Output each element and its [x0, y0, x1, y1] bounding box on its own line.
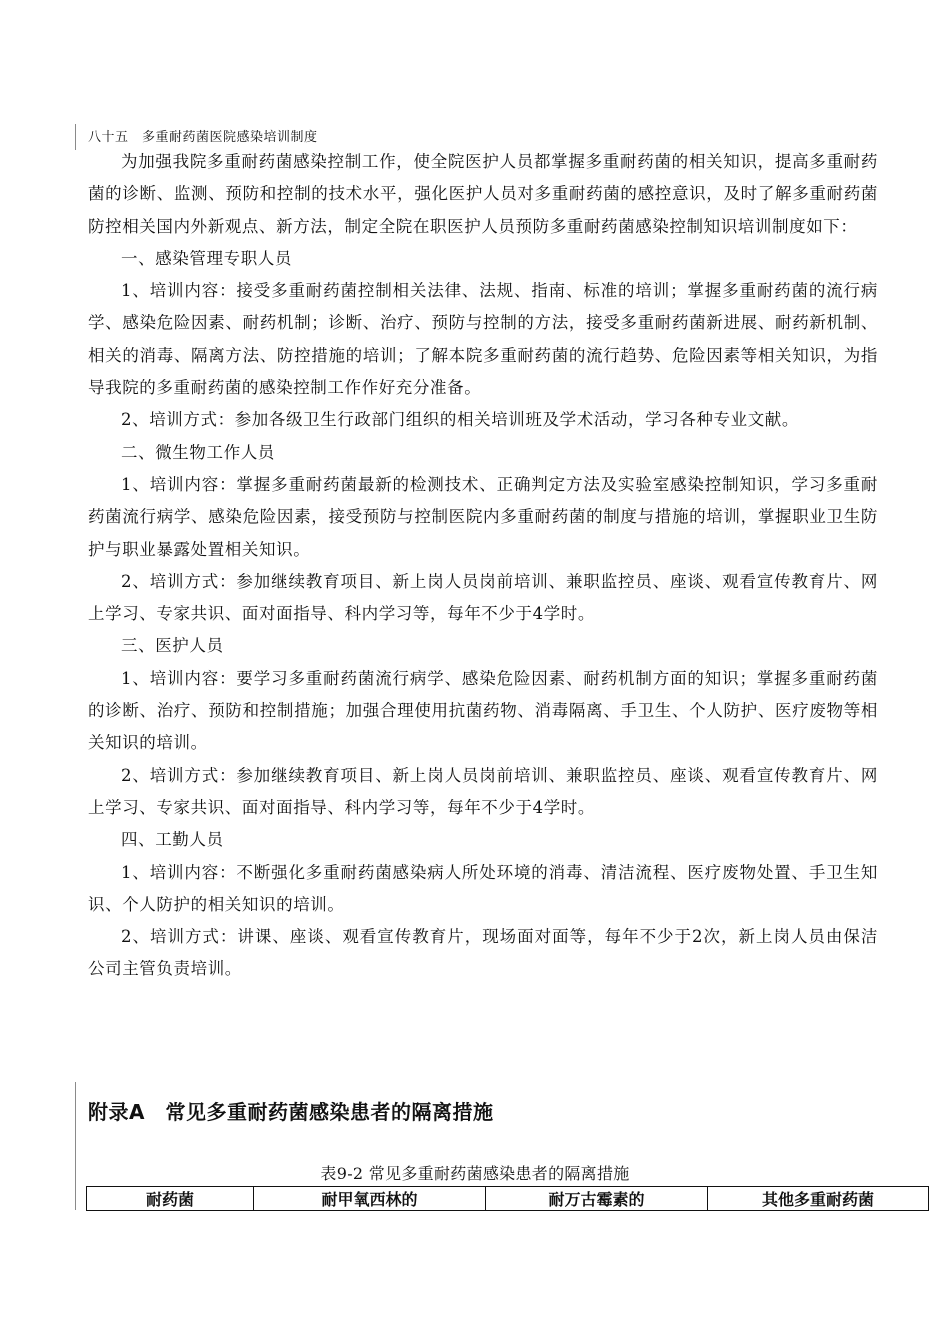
- paragraph-microbiology-method: 2、培训方式：参加继续教育项目、新上岗人员岗前培训、兼职监控员、座谈、观看宣传教育片、网上学习、专家共识、面对面指导、科内学习等，每年不少于4学时。: [88, 571, 878, 624]
- isolation-table: [86, 1186, 929, 1211]
- header-vre: 耐万古霉素的: [486, 1187, 708, 1211]
- paragraph-support-method: 2、培训方式：讲课、座谈、观看宣传教育片，现场面对面等，每年不少于2次，新上岗人员由保洁公司主管负责培训。: [88, 927, 878, 979]
- heading-support-staff: 四、工勤人员: [121, 830, 224, 850]
- margin-mark-appendix: [75, 1082, 76, 1210]
- margin-mark-top: [75, 124, 76, 150]
- paragraph-infection-method: 2、培训方式：参加各级卫生行政部门组织的相关培训班及学术活动，学习各种专业文献。: [121, 410, 799, 430]
- body-text: [88, 146, 878, 986]
- header-resistant-bacteria: 耐药菌: [87, 1187, 254, 1211]
- paragraph-support-content: 1、培训内容：不断强化多重耐药菌感染病人所处环境的消毒、清洁流程、医疗废物处置、手卫生知识、个人防护的相关知识的培训。: [88, 862, 878, 914]
- paragraph-medical-content: 1、培训内容：要学习多重耐药菌流行病学、感染危险因素、耐药机制方面的知识；掌握多重耐药菌的诊断、治疗、预防和控制措施；加强合理使用抗菌药物、消毒隔离、手卫生、个人防护、医疗废物等相关知识的培训。: [88, 668, 878, 753]
- header-other-mdro: 其他多重耐药菌: [708, 1187, 929, 1211]
- heading-medical-staff: 三、医护人员: [121, 636, 224, 656]
- header-mrsa: 耐甲氧西林的: [254, 1187, 486, 1211]
- paragraph-medical-method: 2、培训方式：参加继续教育项目、新上岗人员岗前培训、兼职监控员、座谈、观看宣传教育片、网上学习、专家共识、面对面指导、科内学习等，每年不少于4学时。: [88, 765, 878, 817]
- heading-microbiology-staff: 二、微生物工作人员: [121, 442, 275, 462]
- table-header-row: [87, 1187, 929, 1211]
- appendix-title: 附录A 常见多重耐药菌感染患者的隔离措施: [88, 1100, 494, 1124]
- table-caption: 表9-2 常见多重耐药菌感染患者的隔离措施: [320, 1164, 630, 1183]
- heading-infection-staff: 一、感染管理专职人员: [121, 248, 292, 268]
- paragraph-infection-content: 1、培训内容：接受多重耐药菌控制相关法律、法规、指南、标准的培训；掌握多重耐药菌的流行病学、感染危险因素、耐药机制；诊断、治疗、预防与控制的方法，接受多重耐药菌新进展、耐药新机制、相关的消毒、隔离方法、防控措施的培训；了解本院多重耐药菌的流行趋势、危险因素等相关知识，为指导我院的多重耐药菌的感染控制工作作好充分准备。: [88, 281, 878, 398]
- section-title: 八十五 多重耐药菌医院感染培训制度: [88, 130, 318, 145]
- paragraph-microbiology-content: 1、培训内容：掌握多重耐药菌最新的检测技术、正确判定方法及实验室感染控制知识，学习多重耐药菌流行病学、感染危险因素，接受预防与控制医院内多重耐药菌的制度与措施的培训，掌握职业卫生防护与职业暴露处置相关知识。: [88, 474, 878, 559]
- intro-paragraph: 为加强我院多重耐药菌感染控制工作，使全院医护人员都掌握多重耐药菌的相关知识，提高多重耐药菌的诊断、监测、预防和控制的技术水平，强化医护人员对多重耐药菌的感控意识，及时了解多重耐药菌防控相关国内外新观点、新方法，制定全院在职医护人员预防多重耐药菌感染控制知识培训制度如下：: [88, 152, 878, 236]
